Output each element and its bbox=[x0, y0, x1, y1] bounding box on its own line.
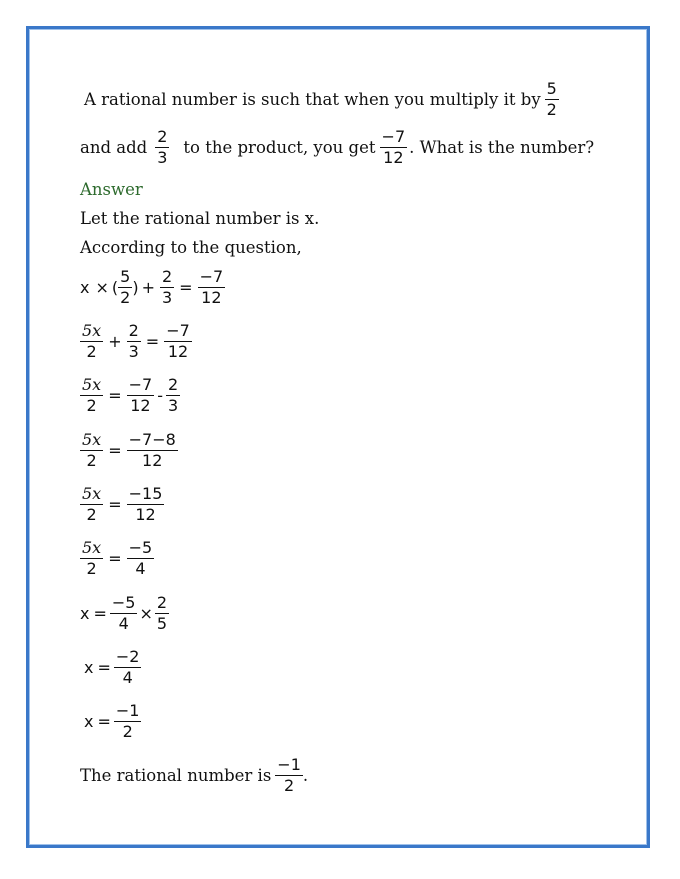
fraction: $\frac{-15}{12}$ bbox=[128, 484, 163, 525]
fraction: $\frac{5x}{2}$ bbox=[82, 321, 102, 362]
fraction: $\frac{2}{5}$ bbox=[156, 593, 168, 634]
fraction: $\frac{2}{3}$ bbox=[157, 127, 168, 168]
fraction: $\frac{5x}{2}$ bbox=[82, 484, 102, 525]
fraction: $\frac{-7}{12}$ bbox=[199, 267, 224, 308]
intro-line-2: According to the question, bbox=[80, 238, 302, 257]
step-1: x × ( $\frac{5}{2}$ ) + $\frac{2}{3}$ = $\frac{-7}{12}$ bbox=[80, 267, 224, 308]
fraction: $\frac{-7}{12}$ bbox=[166, 321, 190, 362]
fraction: $\frac{-2}{4}$ bbox=[115, 647, 140, 688]
conclusion-line: The rational number is $\frac{-1}{2}$ . bbox=[80, 755, 309, 796]
step-7: x = $\frac{-5}{4}$ × $\frac{2}{5}$ bbox=[80, 593, 168, 634]
fraction: $\frac{5x}{2}$ bbox=[82, 430, 102, 471]
step-8: x = $\frac{-2}{4}$ bbox=[84, 647, 140, 688]
fraction: $\frac{2}{3}$ bbox=[128, 321, 139, 362]
question-text: and add bbox=[80, 138, 148, 158]
step-2: $\frac{5x}{2}$ + $\frac{2}{3}$ = $\frac{-7}{12}$ bbox=[82, 321, 190, 362]
fraction: $\frac{-5}{4}$ bbox=[128, 538, 153, 579]
fraction: $\frac{5x}{2}$ bbox=[82, 375, 102, 416]
step-4: $\frac{5x}{2}$ = $\frac{-7-8}{12}$ bbox=[82, 430, 176, 471]
fraction: $\frac{2}{3}$ bbox=[167, 375, 179, 416]
step-6: $\frac{5x}{2}$ = $\frac{-5}{4}$ bbox=[82, 538, 153, 579]
question-text: A rational number is such that when you multiply it by bbox=[84, 90, 541, 110]
fraction: $\frac{-7}{12}$ bbox=[381, 127, 406, 168]
question-line-2 bbox=[80, 128, 594, 168]
question-line-1 bbox=[84, 80, 561, 120]
step-9: x = $\frac{-1}{2}$ bbox=[84, 701, 140, 742]
question-text: to the product, you get bbox=[183, 138, 376, 158]
step-5: $\frac{5x}{2}$ = $\frac{-15}{12}$ bbox=[82, 484, 163, 525]
intro-line-1: Let the rational number is x. bbox=[80, 209, 320, 228]
answer-label: Answer bbox=[80, 180, 143, 199]
fraction: $\frac{5}{2}$ bbox=[546, 79, 557, 120]
fraction: $\frac{2}{3}$ bbox=[161, 267, 173, 308]
question-text: . What is the number? bbox=[409, 138, 595, 158]
fraction: $\frac{-5}{4}$ bbox=[111, 593, 136, 634]
fraction: $\frac{5x}{2}$ bbox=[82, 538, 102, 579]
fraction: $\frac{-7-8}{12}$ bbox=[128, 430, 176, 471]
fraction: $\frac{-7}{12}$ bbox=[128, 375, 153, 416]
fraction: $\frac{-1}{2}$ bbox=[115, 701, 140, 742]
step-3: $\frac{5x}{2}$ = $\frac{-7}{12}$ - $\frac{2}{3}$ bbox=[82, 375, 179, 416]
fraction: $\frac{5}{2}$ bbox=[120, 267, 131, 308]
fraction: $\frac{-1}{2}$ bbox=[277, 755, 301, 796]
conclusion-text: The rational number is bbox=[80, 766, 272, 786]
